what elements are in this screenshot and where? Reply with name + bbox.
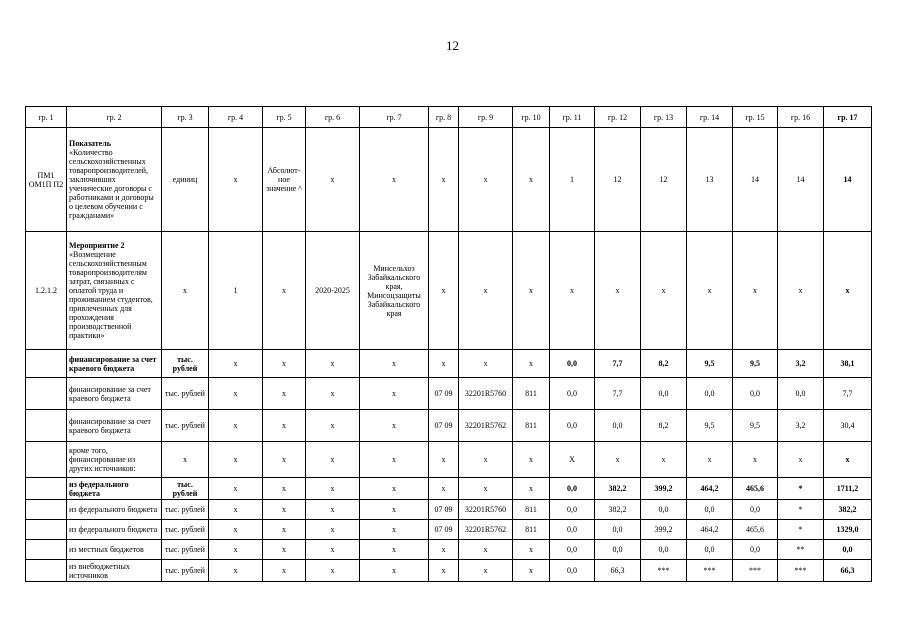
- table-cell: ***: [687, 560, 733, 582]
- row-code: ПМ1 ОМ1П П2: [26, 128, 67, 232]
- table-cell: x: [360, 540, 429, 560]
- table-cell: x: [513, 232, 550, 350]
- table-cell: x: [263, 442, 306, 478]
- table-cell: x: [263, 410, 306, 442]
- table-cell: 382,2: [595, 500, 641, 520]
- header-cell: гр. 4: [209, 107, 263, 128]
- table-cell: x: [209, 410, 263, 442]
- table-cell: x: [306, 350, 360, 378]
- table-cell: [26, 350, 67, 378]
- table-cell: x: [733, 442, 778, 478]
- table-cell: 1711,2: [824, 478, 872, 500]
- header-cell: гр. 1: [26, 107, 67, 128]
- table-cell: 0,0: [550, 410, 595, 442]
- table-cell: 0,0: [824, 540, 872, 560]
- table-row: [26, 442, 872, 478]
- table-cell: [26, 520, 67, 540]
- table-cell: 32201R5760: [459, 500, 513, 520]
- table-cell: 464,2: [687, 478, 733, 500]
- table-cell: 12: [641, 128, 687, 232]
- table-cell: 0,0: [595, 520, 641, 540]
- table-cell: 7,7: [595, 350, 641, 378]
- table-cell: x: [459, 232, 513, 350]
- table-cell: ***: [733, 560, 778, 582]
- table-cell: 382,2: [824, 500, 872, 520]
- table-cell: [26, 410, 67, 442]
- table-cell: x: [459, 350, 513, 378]
- table-cell: *: [778, 520, 824, 540]
- table-cell: 465,6: [733, 520, 778, 540]
- table-cell: x: [263, 378, 306, 410]
- table-cell: x: [306, 410, 360, 442]
- row-name: из федерального бюджета: [67, 478, 162, 500]
- table-row: [26, 350, 872, 378]
- table-cell: 32201R5762: [459, 520, 513, 540]
- table-cell: 9,5: [733, 410, 778, 442]
- table-cell: [26, 442, 67, 478]
- table-cell: 1: [550, 128, 595, 232]
- header-cell: гр. 6: [306, 107, 360, 128]
- table-cell: x: [360, 410, 429, 442]
- table-cell: 0,0: [550, 378, 595, 410]
- table-row: [26, 378, 872, 410]
- table-cell: 3,2: [778, 410, 824, 442]
- table-cell: x: [263, 560, 306, 582]
- row-name-text: «Возмещение сельскохозяйственным товаропроизводителям затрат, связанных с оплатой труда и проживанием студентов, привлеченных для прохождения производственной практики»: [69, 250, 153, 340]
- table-cell: x: [459, 128, 513, 232]
- table-cell: x: [641, 232, 687, 350]
- table-cell: 811: [513, 410, 550, 442]
- table-cell: 7,7: [824, 378, 872, 410]
- table-cell: x: [513, 350, 550, 378]
- header-cell: гр. 5: [263, 107, 306, 128]
- row-name: финансирование за счет краевого бюджета: [67, 410, 162, 442]
- table-cell: [26, 560, 67, 582]
- table-cell: x: [209, 350, 263, 378]
- row-name: финансирование за счет краевого бюджета: [67, 350, 162, 378]
- table-cell: x: [306, 128, 360, 232]
- table-cell: [26, 478, 67, 500]
- table-cell: 399,2: [641, 520, 687, 540]
- header-cell: гр. 8: [429, 107, 459, 128]
- table-cell: x: [209, 540, 263, 560]
- table-cell: x: [595, 442, 641, 478]
- row-name: финансирование за счет краевого бюджета: [67, 378, 162, 410]
- table-cell: 0,0: [550, 350, 595, 378]
- table-cell: 07 09: [429, 378, 459, 410]
- row-name-text: «Количество сельскохозяйственных товаропроизводителей, заключивших ученические договоры с работниками и договоры о целевом обучении с гражданами»: [69, 148, 154, 220]
- table-cell: x: [687, 442, 733, 478]
- table-cell: 0,0: [641, 540, 687, 560]
- row-name: из местных бюджетов: [67, 540, 162, 560]
- table-cell: x: [429, 128, 459, 232]
- header-cell: гр. 7: [360, 107, 429, 128]
- table-cell: x: [162, 442, 209, 478]
- header-row: [26, 107, 872, 128]
- program-table: [25, 106, 872, 582]
- table-cell: x: [306, 540, 360, 560]
- table-cell: 07 09: [429, 520, 459, 540]
- table-cell: 66,3: [824, 560, 872, 582]
- table-cell: x: [306, 520, 360, 540]
- table-cell: x: [209, 500, 263, 520]
- table-cell: x: [209, 128, 263, 232]
- table-cell: x: [513, 540, 550, 560]
- header-cell: гр. 2: [67, 107, 162, 128]
- row-name-title: Мероприятие 2: [69, 241, 125, 250]
- table-cell: 0,0: [595, 410, 641, 442]
- row-name-title: Показатель: [69, 139, 111, 148]
- table-cell: 8,2: [641, 350, 687, 378]
- table-cell: Абсолют-ное значение ^: [263, 128, 306, 232]
- table-cell: x: [360, 520, 429, 540]
- header-cell: гр. 3: [162, 107, 209, 128]
- table-cell: x: [209, 442, 263, 478]
- table-cell: x: [824, 442, 872, 478]
- table-cell: 12: [595, 128, 641, 232]
- table-cell: x: [429, 540, 459, 560]
- table-cell: тыс. рублей: [162, 410, 209, 442]
- table-cell: x: [263, 350, 306, 378]
- table-cell: 0,0: [778, 378, 824, 410]
- table-cell: 8,2: [641, 410, 687, 442]
- table-cell: x: [263, 540, 306, 560]
- table-cell: x: [263, 500, 306, 520]
- table-cell: x: [306, 378, 360, 410]
- table-cell: тыс. рублей: [162, 350, 209, 378]
- table-cell: 811: [513, 378, 550, 410]
- table-cell: 14: [824, 128, 872, 232]
- table-cell: 0,0: [550, 520, 595, 540]
- table-cell: 0,0: [550, 500, 595, 520]
- header-cell: гр. 11: [550, 107, 595, 128]
- table-cell: 811: [513, 520, 550, 540]
- table-cell: 0,0: [550, 540, 595, 560]
- table-cell: единиц: [162, 128, 209, 232]
- table-cell: тыс. рублей: [162, 520, 209, 540]
- table-cell: x: [306, 442, 360, 478]
- table-cell: Минсельхоз Забайкальского края, Минсоцзащиты Забайкальского края: [360, 232, 429, 350]
- table-cell: x: [459, 478, 513, 500]
- table-cell: 0,0: [687, 540, 733, 560]
- table-cell: x: [209, 378, 263, 410]
- table-cell: x: [778, 232, 824, 350]
- table-cell: **: [778, 540, 824, 560]
- table-cell: x: [263, 520, 306, 540]
- table-cell: x: [360, 350, 429, 378]
- table-cell: 7,7: [595, 378, 641, 410]
- table-cell: 0,0: [687, 500, 733, 520]
- table-cell: 465,6: [733, 478, 778, 500]
- table-cell: x: [162, 232, 209, 350]
- table-cell: x: [429, 560, 459, 582]
- table-cell: 9,5: [687, 410, 733, 442]
- table-cell: x: [306, 560, 360, 582]
- table-cell: x: [263, 232, 306, 350]
- table-cell: x: [429, 232, 459, 350]
- header-cell: гр. 14: [687, 107, 733, 128]
- table-cell: 0,0: [550, 478, 595, 500]
- table-cell: x: [429, 442, 459, 478]
- row-name: из федерального бюджета: [67, 500, 162, 520]
- table-cell: 0,0: [733, 500, 778, 520]
- header-cell: гр. 17: [824, 107, 872, 128]
- table-cell: 811: [513, 500, 550, 520]
- table-cell: 66,3: [595, 560, 641, 582]
- table-cell: 07 09: [429, 500, 459, 520]
- table-cell: 0,0: [687, 378, 733, 410]
- table-cell: 0,0: [595, 540, 641, 560]
- table-row: [26, 128, 872, 232]
- table-cell: 0,0: [641, 500, 687, 520]
- header-cell: гр. 12: [595, 107, 641, 128]
- header-cell: гр. 9: [459, 107, 513, 128]
- table-row: [26, 410, 872, 442]
- table-cell: x: [459, 540, 513, 560]
- table-cell: x: [209, 520, 263, 540]
- table-cell: x: [360, 500, 429, 520]
- table-cell: *: [778, 500, 824, 520]
- row-name: [67, 232, 162, 350]
- table-cell: x: [306, 478, 360, 500]
- table-cell: x: [687, 232, 733, 350]
- table-cell: 30,4: [824, 410, 872, 442]
- table-cell: 0,0: [733, 540, 778, 560]
- table-cell: [26, 540, 67, 560]
- table-cell: x: [733, 232, 778, 350]
- table-cell: x: [459, 442, 513, 478]
- table-cell: 14: [778, 128, 824, 232]
- table-cell: x: [429, 478, 459, 500]
- row-name: [67, 128, 162, 232]
- table-cell: x: [595, 232, 641, 350]
- table-cell: 1329,0: [824, 520, 872, 540]
- header-cell: гр. 15: [733, 107, 778, 128]
- table-cell: x: [824, 232, 872, 350]
- table-cell: 3,2: [778, 350, 824, 378]
- table-cell: ***: [641, 560, 687, 582]
- header-cell: гр. 10: [513, 107, 550, 128]
- table-cell: тыс. рублей: [162, 560, 209, 582]
- table-cell: x: [778, 442, 824, 478]
- table-cell: x: [360, 478, 429, 500]
- table-cell: 399,2: [641, 478, 687, 500]
- table-cell: тыс. рублей: [162, 478, 209, 500]
- table-row: [26, 478, 872, 500]
- table-row: [26, 540, 872, 560]
- table-cell: x: [550, 232, 595, 350]
- table-cell: 382,2: [595, 478, 641, 500]
- row-name: кроме того, финансирование из других источников:: [67, 442, 162, 478]
- table-cell: x: [360, 128, 429, 232]
- table-cell: x: [429, 350, 459, 378]
- table-cell: 32201R5760: [459, 378, 513, 410]
- table-cell: 464,2: [687, 520, 733, 540]
- table-cell: x: [459, 560, 513, 582]
- table-cell: 38,1: [824, 350, 872, 378]
- table-cell: 13: [687, 128, 733, 232]
- table-cell: 32201R5762: [459, 410, 513, 442]
- table-cell: x: [360, 560, 429, 582]
- table-cell: 0,0: [641, 378, 687, 410]
- table-cell: 9,5: [687, 350, 733, 378]
- table-cell: x: [263, 478, 306, 500]
- table-cell: 1: [209, 232, 263, 350]
- table-cell: x: [513, 128, 550, 232]
- table-cell: x: [360, 378, 429, 410]
- table-cell: 0,0: [550, 560, 595, 582]
- table-cell: 9,5: [733, 350, 778, 378]
- table-cell: x: [513, 442, 550, 478]
- table-cell: 07 09: [429, 410, 459, 442]
- table-cell: x: [360, 442, 429, 478]
- header-cell: гр. 13: [641, 107, 687, 128]
- table-cell: 2020-2025: [306, 232, 360, 350]
- table-cell: x: [513, 478, 550, 500]
- table-cell: x: [209, 478, 263, 500]
- table-row: [26, 232, 872, 350]
- table-cell: 14: [733, 128, 778, 232]
- table-cell: *: [778, 478, 824, 500]
- table-cell: x: [641, 442, 687, 478]
- row-name: из федерального бюджета: [67, 520, 162, 540]
- table-cell: x: [209, 560, 263, 582]
- table-cell: тыс. рублей: [162, 378, 209, 410]
- table-cell: 0,0: [733, 378, 778, 410]
- table-cell: [26, 500, 67, 520]
- header-cell: гр. 16: [778, 107, 824, 128]
- table-cell: тыс. рублей: [162, 500, 209, 520]
- table-row: [26, 500, 872, 520]
- table-cell: x: [513, 560, 550, 582]
- table-row: [26, 520, 872, 540]
- row-code: 1.2.1.2: [26, 232, 67, 350]
- table-cell: тыс. рублей: [162, 540, 209, 560]
- page-number: 12: [446, 38, 459, 53]
- table-row: [26, 560, 872, 582]
- table-cell: X: [550, 442, 595, 478]
- table-cell: x: [306, 500, 360, 520]
- table-cell: [26, 378, 67, 410]
- row-name: из внебюджетных источников: [67, 560, 162, 582]
- table-cell: ***: [778, 560, 824, 582]
